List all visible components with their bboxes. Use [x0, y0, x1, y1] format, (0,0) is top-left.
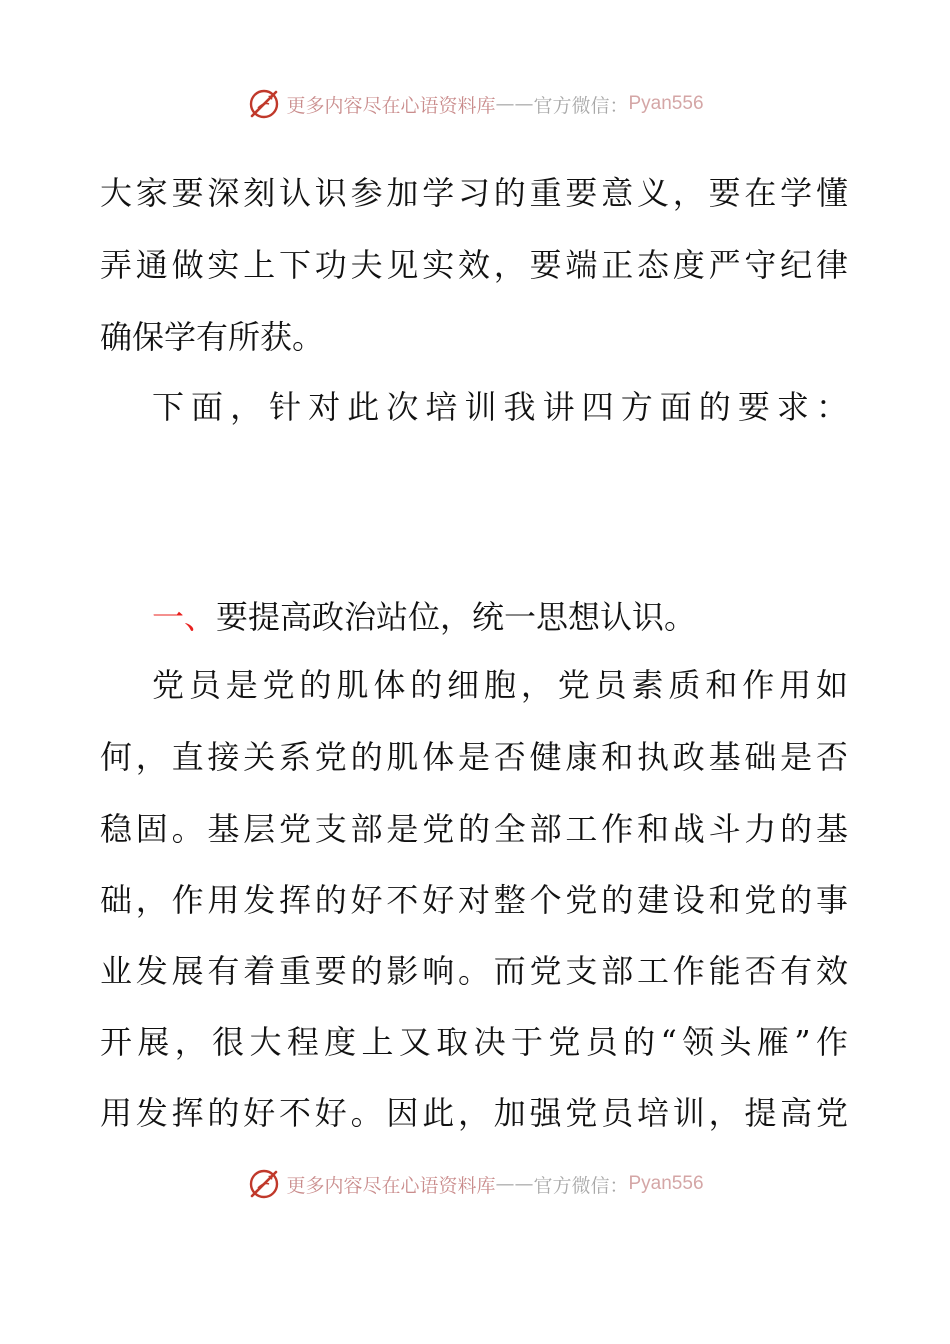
heading-text: 要提高政治站位，统一思想认识。 [216, 598, 697, 636]
section-heading [152, 597, 848, 637]
body-line: 大家要深刻认识参加学习的重要意义，要在学懂 [100, 174, 848, 212]
pen-logo-icon [246, 86, 282, 122]
watermark-separator: —— [495, 93, 534, 115]
pen-logo-icon [246, 1166, 282, 1202]
body-line: 下面，针对此次培训我讲四方面的要求： [152, 388, 848, 426]
body-line: 稳固。基层党支部是党的全部工作和战斗力的基 [100, 810, 848, 848]
body-line: 业发展有着重要的影响。而党支部工作能否有效 [100, 952, 848, 990]
body-line: 党员是党的肌体的细胞，党员素质和作用如 [152, 666, 848, 704]
watermark-site-text: 更多内容尽在心语资料库 [286, 94, 496, 117]
body-line: 何，直接关系党的肌体是否健康和执政基础是否 [100, 738, 848, 776]
watermark-wechat-id: Pyan556 [628, 1173, 704, 1194]
watermark-separator: —— [495, 1173, 534, 1195]
header-watermark [0, 84, 950, 124]
body-line: 础，作用发挥的好不好对整个党的建设和党的事 [100, 881, 848, 919]
body-line: 弄通做实上下功夫见实效，要端正态度严守纪律 [100, 246, 848, 284]
footer-watermark [0, 1164, 950, 1204]
watermark-wechat-id: Pyan556 [628, 93, 704, 114]
body-line: 用发挥的好不好。因此，加强党员培训，提高党 [100, 1094, 848, 1132]
watermark-wechat-label: 官方微信： [533, 94, 629, 117]
watermark-wechat-label: 官方微信： [533, 1174, 629, 1197]
watermark-site-text: 更多内容尽在心语资料库 [286, 1174, 496, 1197]
body-line: 确保学有所获。 [100, 318, 325, 356]
heading-number: 一、 [152, 598, 217, 636]
body-line: 开展，很大程度上又取决于党员的“领头雁”作 [100, 1023, 848, 1061]
